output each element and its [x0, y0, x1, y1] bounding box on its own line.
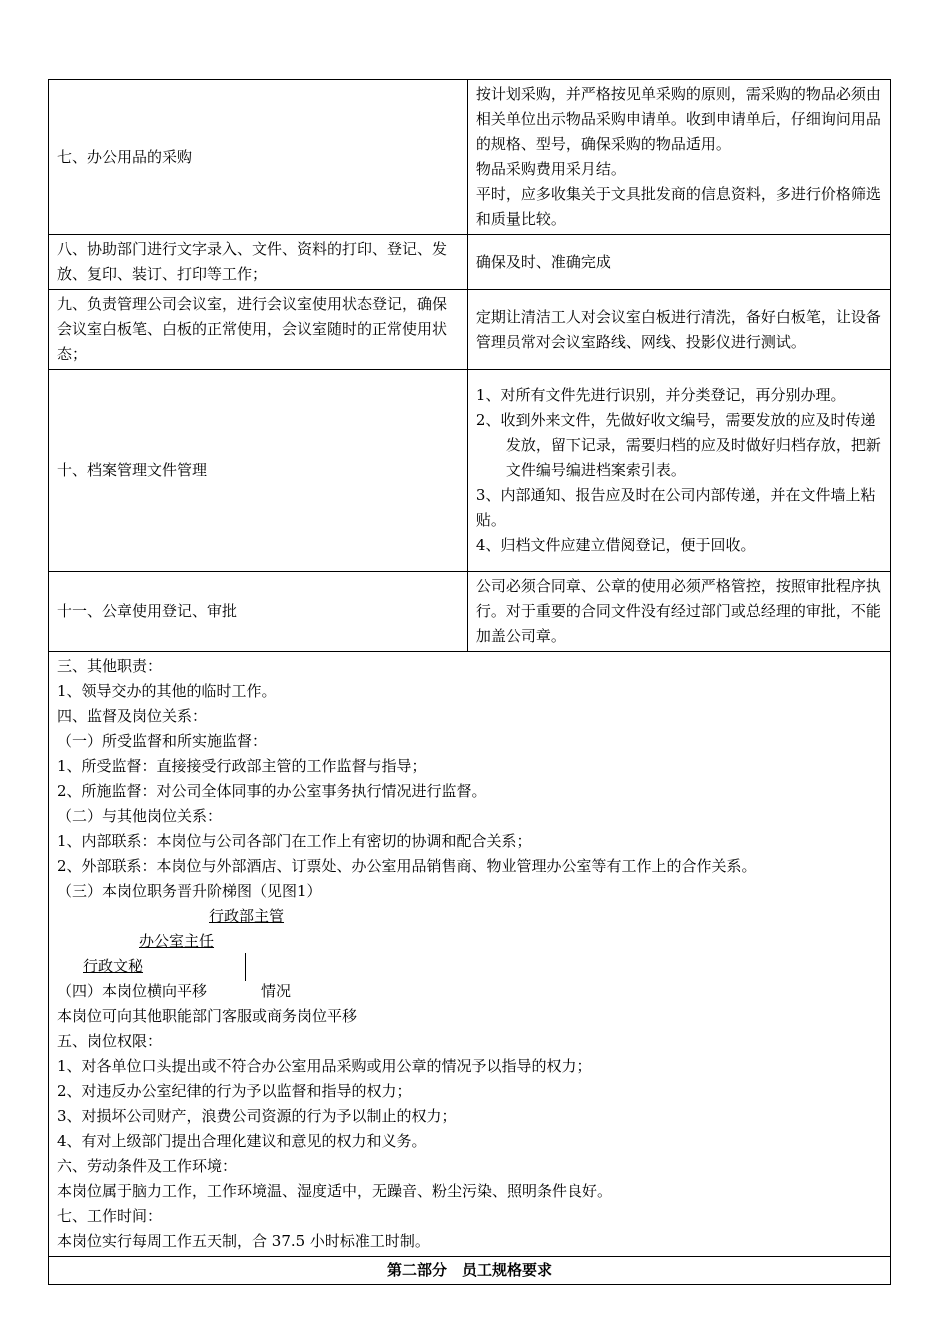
duty-table: [48, 79, 891, 1285]
text-line: 1、所受监督：直接接受行政部主管的工作监督与指导；: [57, 757, 427, 775]
lateral-move-heading-suffix: 情况: [261, 982, 292, 1000]
text-line: 三、其他职责：: [57, 657, 163, 675]
table-row: [49, 370, 891, 572]
standard-paragraph: 按计划采购，并严格按见单采购的原则，需采购的物品必须由相关单位出示物品采购申请单。收到申请单后，仔细询问用品的规格、型号，确保采购的物品适用。: [475, 85, 881, 153]
duty-standard: [467, 370, 890, 572]
lateral-move-heading: （四）本岗位横向平移: [57, 982, 208, 1000]
ladder-top-position: 行政部主管: [209, 907, 285, 925]
duty-item: 八、协助部门进行文字录入、文件、资料的打印、登记、发放、复印、装订、打印等工作；: [49, 235, 468, 290]
table-row: [49, 1257, 891, 1285]
table-row: [49, 290, 891, 370]
duty-standard: [467, 80, 890, 235]
promotion-ladder-diagram: [57, 904, 882, 1004]
text-line: 2、所施监督：对公司全体同事的办公室事务执行情况进行监督。: [57, 782, 487, 800]
text-line: 本岗位属于脑力工作，工作环境温、湿度适中，无躁音、粉尘污染、照明条件良好。: [57, 1182, 613, 1200]
standard-list-item: 3、内部通知、报告应及时在公司内部传递，并在文件墙上粘贴。: [475, 486, 876, 529]
table-row: [49, 80, 891, 235]
standard-list-item: 2、收到外来文件，先做好收文编号，需要发放的应及时传递发放，留下记录，需要归档的应及时做好归档存放，把新文件编号编进档案索引表。: [475, 411, 881, 479]
duty-item: 七、办公用品的采购: [49, 80, 468, 235]
duty-standard: [467, 290, 890, 370]
standard-paragraph: 物品采购费用采月结。: [475, 160, 626, 178]
text-line: 2、对违反办公室纪律的行为予以监督和指导的权力；: [57, 1082, 412, 1100]
text-line: 4、有对上级部门提出合理化建议和意见的权力和义务。: [57, 1132, 427, 1150]
standard-paragraph: 定期让清洁工人对会议室白板进行清洗，备好白板笔，让设备管理员常对会议室路线、网线、投影仪进行测试。: [475, 307, 881, 351]
text-line: 2、外部联系：本岗位与外部酒店、订票处、办公室用品销售商、物业管理办公室等有工作上的合作关系。: [57, 857, 757, 875]
table-row: [49, 572, 891, 652]
standard-paragraph: 公司必须合同章、公章的使用必须严格管控，按照审批程序执行。对于重要的合同文件没有经过部门或总经理的审批，不能加盖公司章。: [475, 577, 881, 645]
duty-standard: [467, 572, 890, 652]
text-line: 1、内部联系：本岗位与公司各部门在工作上有密切的协调和配合关系；: [57, 832, 532, 850]
text-line: （一）所受监督和所实施监督：: [57, 732, 268, 750]
text-line: 四、监督及岗位关系：: [57, 707, 208, 725]
other-duties-section: [49, 652, 891, 1257]
duty-item: 十一、公章使用登记、审批: [49, 572, 468, 652]
ladder-middle-position: 办公室主任: [139, 932, 215, 950]
text-line: 七、工作时间：: [57, 1207, 163, 1225]
duty-standard: [467, 235, 890, 290]
text-line: 本岗位实行每周工作五天制，合 37.5 小时标准工时制。: [57, 1232, 430, 1250]
duty-item: 十、档案管理文件管理: [49, 370, 468, 572]
text-line: 1、领导交办的其他的临时工作。: [57, 682, 277, 700]
text-line: 3、对损坏公司财产，浪费公司资源的行为予以制止的权力；: [57, 1107, 457, 1125]
text-line: 本岗位可向其他职能部门客服或商务岗位平移: [57, 1007, 358, 1025]
ladder-divider: [245, 953, 246, 981]
part-two-heading: 第二部分 员工规格要求: [49, 1257, 891, 1285]
text-line: （三）本岗位职务晋升阶梯图（见图1）: [57, 882, 322, 900]
duty-item: 九、负责管理公司会议室，进行会议室使用状态登记，确保会议室白板笔、白板的正常使用，会议室随时的正常使用状态；: [49, 290, 468, 370]
table-row: [49, 235, 891, 290]
standard-paragraph: 平时，应多收集关于文具批发商的信息资料，多进行价格筛选和质量比较。: [475, 185, 881, 228]
text-line: （二）与其他岗位关系：: [57, 807, 223, 825]
text-line: 六、劳动条件及工作环境：: [57, 1157, 238, 1175]
text-line: 1、对各单位口头提出或不符合办公室用品采购或用公章的情况予以指导的权力；: [57, 1057, 592, 1075]
ladder-bottom-position: 行政文秘: [83, 957, 144, 975]
standard-list-item: 4、归档文件应建立借阅登记，便于回收。: [475, 536, 756, 554]
standard-paragraph: 确保及时、准确完成: [475, 252, 611, 271]
text-line: 五、岗位权限：: [57, 1032, 163, 1050]
standard-list-item: 1、对所有文件先进行识别，并分类登记，再分别办理。: [475, 386, 846, 404]
table-row: [49, 652, 891, 1257]
